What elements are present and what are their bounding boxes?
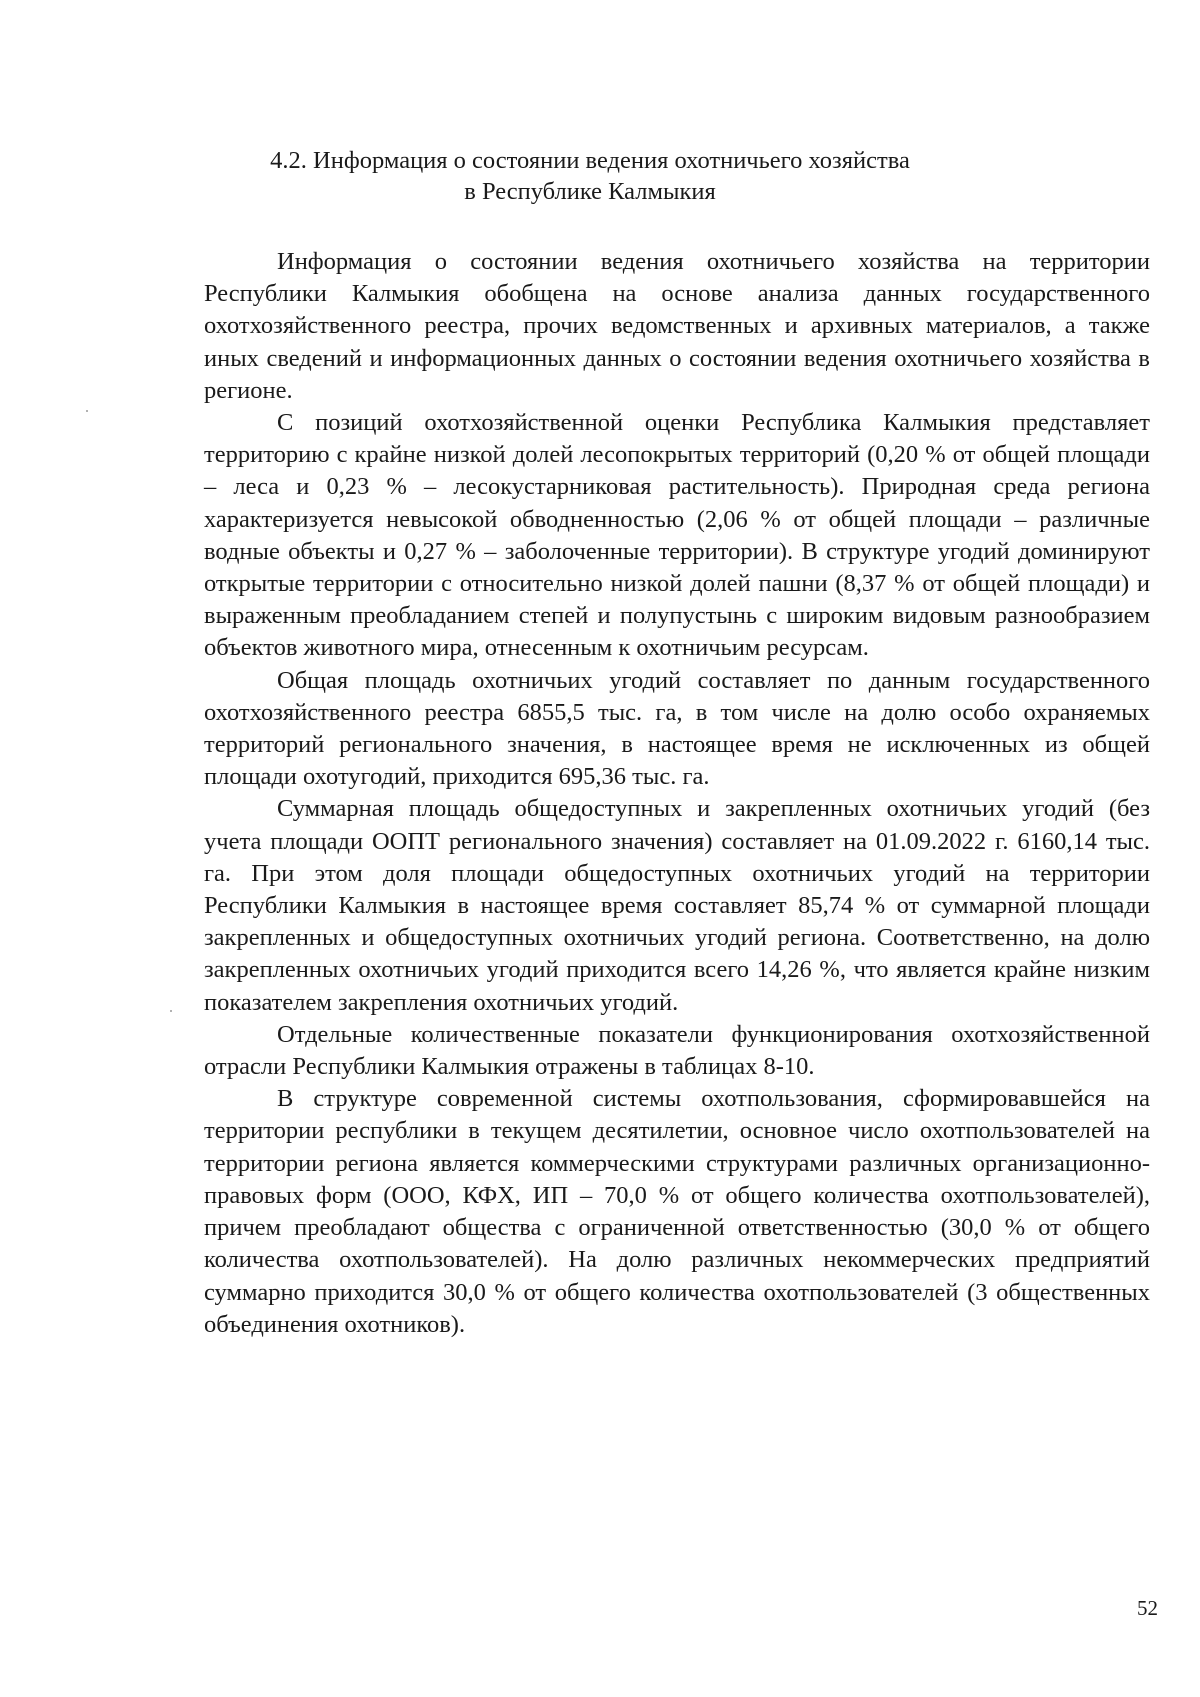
page-number: 52: [1137, 1596, 1158, 1620]
paragraph-3: Общая площадь охотничьих угодий составляет по данным государственного охотхозяйственного реестра 6855,5 тыс. га, в том числе на долю особо охраняемых территорий регионального значения, в настоящее время не исключенных из общей площади охотугодий, приходится 695,36 тыс. га.: [204, 666, 1150, 791]
scan-speck: [86, 410, 88, 412]
paragraph-4: Суммарная площадь общедоступных и закрепленных охотничьих угодий (без учета площади ООПТ регионального значения) составляет на 01.09.2022 г. 6160,14 тыс. га. При этом доля площади общедоступных охотничьих угодий на территории Республики Калмыкия в настоящее время составляет 85,74 % от суммарной площади закрепленных и общедоступных охотничьих угодий региона. Соответственно, на долю закрепленных охотничьих угодий приходится всего 14,26 %, что является крайне низким показателем закрепления охотничьих угодий.: [204, 795, 1150, 1016]
section-heading-line-1: 4.2. Информация о состоянии ведения охотничьего хозяйства: [270, 147, 910, 174]
scan-speck: [170, 1010, 172, 1012]
section-heading-line-2: в Республике Калмыкия: [464, 178, 716, 205]
paragraph-1: Информация о состоянии ведения охотничьего хозяйства на территории Республики Калмыкия обобщена на основе анализа данных государственного охотхозяйственного реестра, прочих ведомственных и архивных материалов, а также иных сведений и информационных данных о состоянии ведения охотничьего хозяйства в регионе.: [204, 248, 1150, 404]
paragraph-6: В структуре современной системы охотпользования, сформировавшейся на территории республики в текущем десятилетии, основное число охотпользователей на территории региона является коммерческими структурами различных организационно-правовых форм (ООО, КФХ, ИП – 70,0 % от общего количества охотпользователей), причем преобладают общества с ограниченной ответственностью (30,0 % от общего количества охотпользователей). На долю различных некоммерческих предприятий суммарно приходится 30,0 % от общего количества охотпользователей (3 общественных объединения охотников).: [204, 1085, 1150, 1338]
body-text: [204, 246, 1150, 1341]
section-heading: [200, 145, 980, 207]
paragraph-2: С позиций охотхозяйственной оценки Республика Калмыкия представляет территорию с крайне низкой долей лесопокрытых территорий (0,20 % от общей площади – леса и 0,23 % – лесокустарниковая растительность). Природная среда региона характеризуется невысокой обводненностью (2,06 % от общей площади – различные водные объекты и 0,27 % – заболоченные территории). В структуре угодий доминируют открытые территории с относительно низкой долей пашни (8,37 % от общей площади) и выраженным преобладанием степей и полупустынь с широким видовым разнообразием объектов животного мира, отнесенным к охотничьим ресурсам.: [204, 409, 1150, 662]
paragraph-5: Отдельные количественные показатели функционирования охотхозяйственной отрасли Республики Калмыкия отражены в таблицах 8-10.: [204, 1020, 1150, 1081]
